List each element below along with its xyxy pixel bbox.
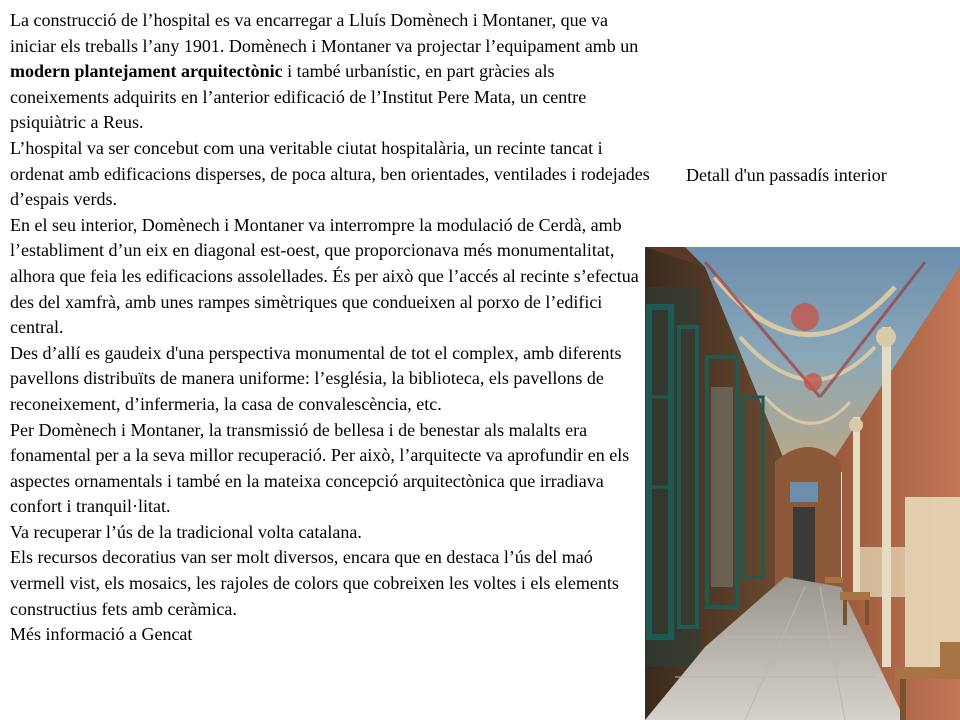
paragraph bbox=[10, 8, 650, 136]
text-run: En el seu interior, Domènech i Montaner va interrompre la modulació de Cerdà, amb l’establiment d’un eix en diagonal est-oest, que proporcionava més monumentalitat, alhora que feia les edificacions assolellades. És per això que l’accés al recinte s’efectua des del xamfrà, amb unes rampes simètriques que condueixen al porxo de l’edifici central. bbox=[10, 214, 639, 338]
text-run: Per Domènech i Montaner, la transmissió de bellesa i de benestar als malalts era fonamental per a la seva millor recuperació. Per això, l’arquitecte va aprofundir en els aspectes ornamentals i també en la mateixa concepció arquitectònica que irradiava confort i tranquil·litat. bbox=[10, 419, 630, 517]
paragraph bbox=[10, 341, 650, 418]
paragraph bbox=[10, 622, 650, 648]
paragraph bbox=[10, 545, 650, 622]
paragraph bbox=[10, 418, 650, 520]
article-text bbox=[10, 8, 650, 648]
paragraph bbox=[10, 213, 650, 341]
bold-text: modern plantejament arquitectònic bbox=[10, 61, 283, 82]
text-run: i també urbanístic, en part gràcies als coneixements adquirits en l’anterior edificació de l’Institut Pere Mata, un centre psiquiàtric a Reus. bbox=[10, 61, 587, 133]
more-info-link[interactable]: Més informació a Gencat bbox=[10, 624, 193, 645]
text-run: Des d’allí es gaudeix d'una perspectiva monumental de tot el complex, amb diferents pavellons distribuïts de manera uniforme: l’església, la biblioteca, els pavellons de reconeixement, d’infermeria, la casa de convalescència, etc. bbox=[10, 342, 622, 414]
text-run: La construcció de l’hospital es va encarregar a Lluís Domènech i Montaner, que va iniciar els treballs l’any 1901. Domènech i Montaner va projectar l’equipament amb un bbox=[10, 10, 639, 56]
text-run: Va recuperar l’ús de la tradicional volta catalana. bbox=[10, 521, 362, 542]
paragraph bbox=[10, 136, 650, 213]
corridor-photo bbox=[645, 247, 960, 720]
paragraph bbox=[10, 520, 650, 546]
photo-caption: Detall d'un passadís interior bbox=[686, 165, 887, 185]
text-run: Els recursos decoratius van ser molt diversos, encara que en destaca l’ús del maó vermell vist, els mosaics, les rajoles de colors que cobreixen les voltes i els elements constructius fets amb ceràmica. bbox=[10, 547, 619, 619]
text-run: L’hospital va ser concebut com una veritable ciutat hospitalària, un recinte tancat i ordenat amb edificacions disperses, de poca altura, ben orientades, ventilades i rodejades d’espais verds. bbox=[10, 137, 650, 210]
